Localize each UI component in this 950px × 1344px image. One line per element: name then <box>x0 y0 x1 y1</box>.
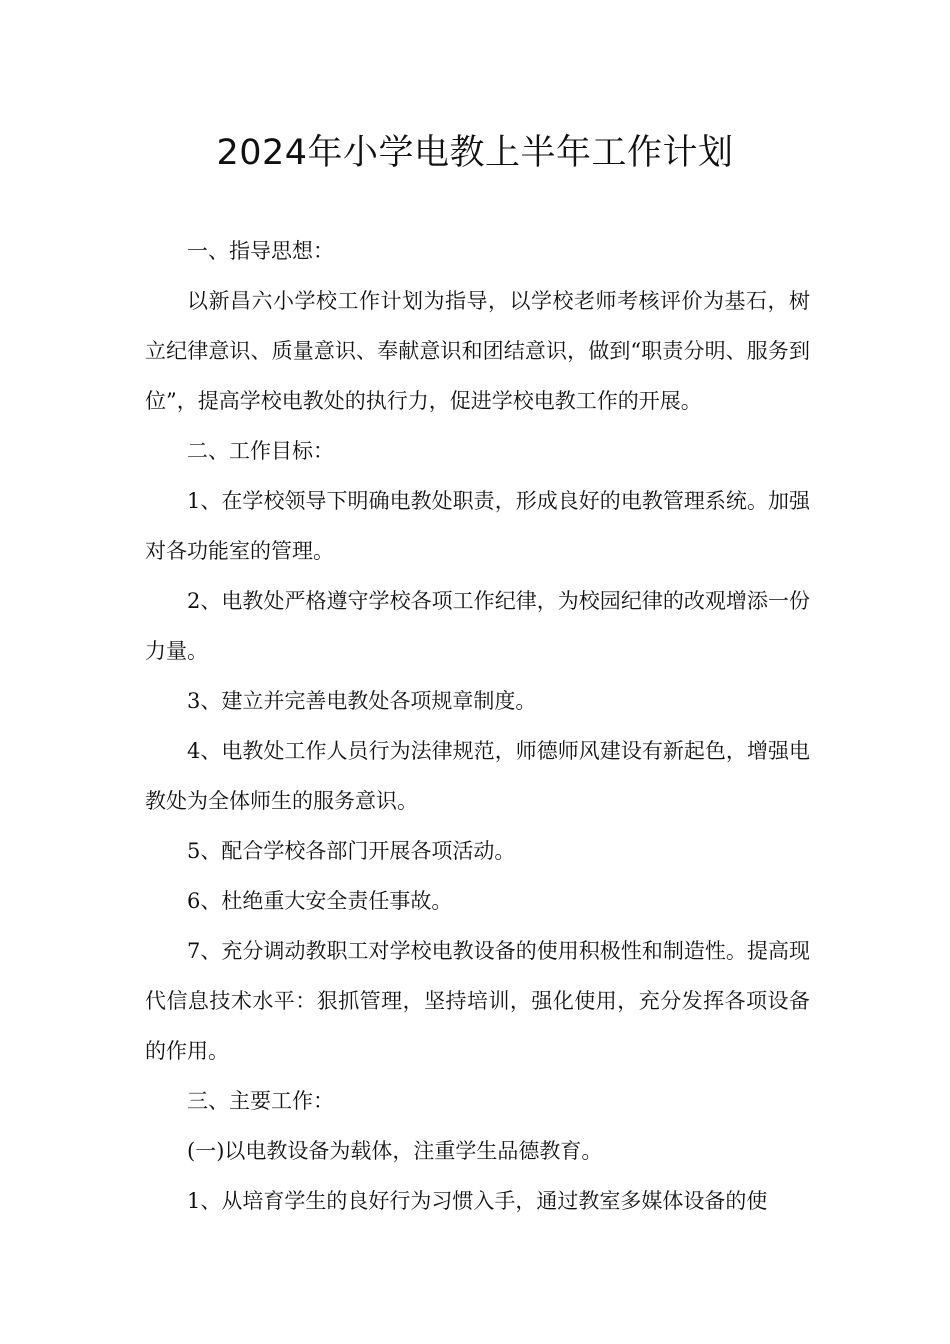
goal-item-4: 4、电教处工作人员行为法律规范，师德师风建设有新起色，增强电教处为全体师生的服务意识。 <box>145 739 810 813</box>
goal-item-5: 5、配合学校各部门开展各项活动。 <box>187 839 516 863</box>
goal-item-3: 3、建立并完善电教处各项规章制度。 <box>187 689 537 713</box>
document-body <box>145 226 810 1226</box>
section-heading-guiding-ideology: 一、指导思想： <box>187 239 334 263</box>
section-heading-main-work: 三、主要工作： <box>187 1089 334 1113</box>
subsection-heading-1: (一)以电教设备为载体，注重学生品德教育。 <box>187 1139 603 1163</box>
paragraph-guiding-ideology: 以新昌六小学校工作计划为指导，以学校老师考核评价为基石，树立纪律意识、质量意识、奉献意识和团结意识，做到“职责分明、服务到位”，提高学校电教处的执行力，促进学校电教工作的开展。 <box>145 289 810 413</box>
goal-item-7: 7、充分调动教职工对学校电教设备的使用积极性和制造性。提高现代信息技术水平：狠抓管理，坚持培训，强化使用，充分发挥各项设备的作用。 <box>145 939 810 1063</box>
goal-item-1: 1、在学校领导下明确电教处职责，形成良好的电教管理系统。加强对各功能室的管理。 <box>145 489 810 563</box>
goal-item-6: 6、杜绝重大安全责任事故。 <box>187 889 453 913</box>
main-work-item-1: 1、从培育学生的良好行为习惯入手，通过教室多媒体设备的使 <box>187 1189 768 1213</box>
document-title: 2024年小学电教上半年工作计划 <box>216 133 734 173</box>
goal-item-2: 2、电教处严格遵守学校各项工作纪律，为校园纪律的改观增添一份力量。 <box>145 589 810 663</box>
section-heading-work-goals: 二、工作目标： <box>187 439 334 463</box>
